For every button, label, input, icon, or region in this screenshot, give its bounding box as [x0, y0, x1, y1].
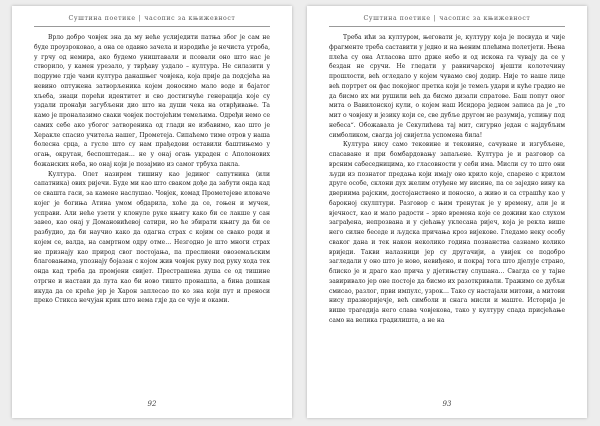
- running-head-left: [34, 15, 270, 22]
- body-text-right: [329, 33, 565, 389]
- header-rule: [34, 26, 270, 27]
- page-number: 93: [442, 400, 452, 408]
- running-head-separator: |: [433, 15, 437, 22]
- running-head-right: [329, 15, 565, 22]
- running-head-separator: |: [138, 15, 142, 22]
- right-page: [307, 6, 587, 418]
- paragraph: Врло добро човјек зна да му неће услиједити патња због је сам не буде проузроковао, а она се одавно зачела и изродиће је нечиста утроба, у грчу од немира, ако будемо уништавали и псовали оно што нас је створило, у камен урезало, у тврђаву уздало – култура. Не силазити у подруме гдје чами култура данашњег човјека, која прије да подсјећа на невино оптужена затворљеника којем доносимо мало воде и бајатог хљеба, знаци порећи идентитет и сво достигнуће генерација које су уздали пронађи загубљени дио што на души чека на отврђивање. Та камо је проналазимо сваки човјек постојећим темељима. Одређи немо се самих себе ако убогог затвореника од глади не избавимо, као што је Херакле спасио учитеља нашег, Прометеја. Сипаћемо тиме отров у наша болесна срца, а гусле што су нам прађедови оставили баштињемо у огањ, окрутан, беспоштедан… не у онај огањ украден с Аполонових божанских неба, но онај који је позајмио из самог трбуха пакла.: [34, 34, 270, 168]
- journal-title: Суштина поетике: [68, 15, 136, 22]
- journal-subtitle: часопис за књижевност: [144, 15, 236, 22]
- paragraph: Култура нису само тековине и тековине, сачуване и изгубљене, спасаване и при бомбардовању запаљене. Култура је и разговор са врсним сабеседницима, ко гласовности у себи има. Мисли су то што они људи из познатог предања који имају оно крило које, спарено с крилом друге особе, склони дух желим отуђене му висине, па се заједно вину ка двериима рајским, достојанствено и поносно, а живо и са страшћу као у барокној скулптури. Разговор с њим тренутак је у времену, али је и вјечност, као и мало радости – зрно времена које се доживи као слухом заграђена, непрозвана и у сјећању уклесана ријеч, која је рекла више него силне беседе и људска причања кроз вијекове. Гледамо неку особу сваког дана и тек након неколико година познанства сазнамо колико вриједи. Такви налазници јер су другачији, а увијек се подобро загледали у оно што је ново, невиђено, и покрај тога што дјелује странo, блиско је и драго као прича у дјетињству слушана… Свагда се у тајне завиривало јер оне постоје да бисмо их разоткривали. Тражимо се дубљи смисао, разлог, први импулс, узрок… Тако су настајали митови, а митови нису празноријечје, већ симболи и снага мисли и маште. Историја је више трагедија него слава човјекова, тако у културу спада присјећање само на велика градилишта, а не на: [329, 141, 565, 324]
- journal-title: Суштина поетике: [363, 15, 431, 22]
- page-number: 92: [147, 400, 157, 408]
- left-page: [12, 6, 292, 418]
- paragraph: Култура. Олет назирем тишину као јединог сапутника (или сапатника) ових ријечи. Буде ми као што сваком дође да забути онда кад се свашта гаси, за камене наслушао. Човјек, комад Прометејеве иловаче којег је богиња Атина умом обдарила, хоће да се, гоњен и мучен, усправи. Али неће узети у клонуле руке књигу како би се лакше у сан завео, као онај у Домановићевој сатири, но ће збирати књигу да би се разбудио, да би научио како да одагна страх с којим се свако роди и којем се, валда, на самртном одру отме… Незгодно је што многи страх не признају као природ свог постојања, па преслиени овоземаљским благовањима, упознају бојазан с којом жив човјек руку под руку хода тек онда кад треба да промјени свијет. Престрашена душа се од тишине отргне и настави да лута као би ново тишто пронашла, а бина дошкан икуда да се креће јер је Харон заплесао по ко зна који пут и преноси преко Стикса нечујан крик што нема гдје да се чује и оками.: [34, 170, 270, 305]
- journal-subtitle: часопис за књижевност: [439, 15, 531, 22]
- body-text-left: [34, 33, 270, 389]
- header-rule: [329, 26, 565, 27]
- paragraph: Треба ићи за културом, његовати је, културу која је посвуда и чије фрагменте треба саставити у једно и на њеним плећима полетјети. Њена плећа су она Атласова што држе небо и од искона га чувају да се у бездан не сручи. Не гледати у равничарској вјешти колотечину прошлости, већ огледало у којем чувамо свој додир. Није то наше лице већ портрет он фас покојног претка који је темељ удари и куће градио не да бисмо их ми рушили већ да бисмо дизали спратове. Баш попут оног мита о Вавилонској кули, о којем наш Исидора једном записа да је „то мит о човјеку и језику који се, све дубље другом не разумија, успињу под небеса“. Обожавала је Секулићева тај мит, сигурно један с најдубљим симболиком, свагда јој свијетла успомена била!: [329, 34, 565, 139]
